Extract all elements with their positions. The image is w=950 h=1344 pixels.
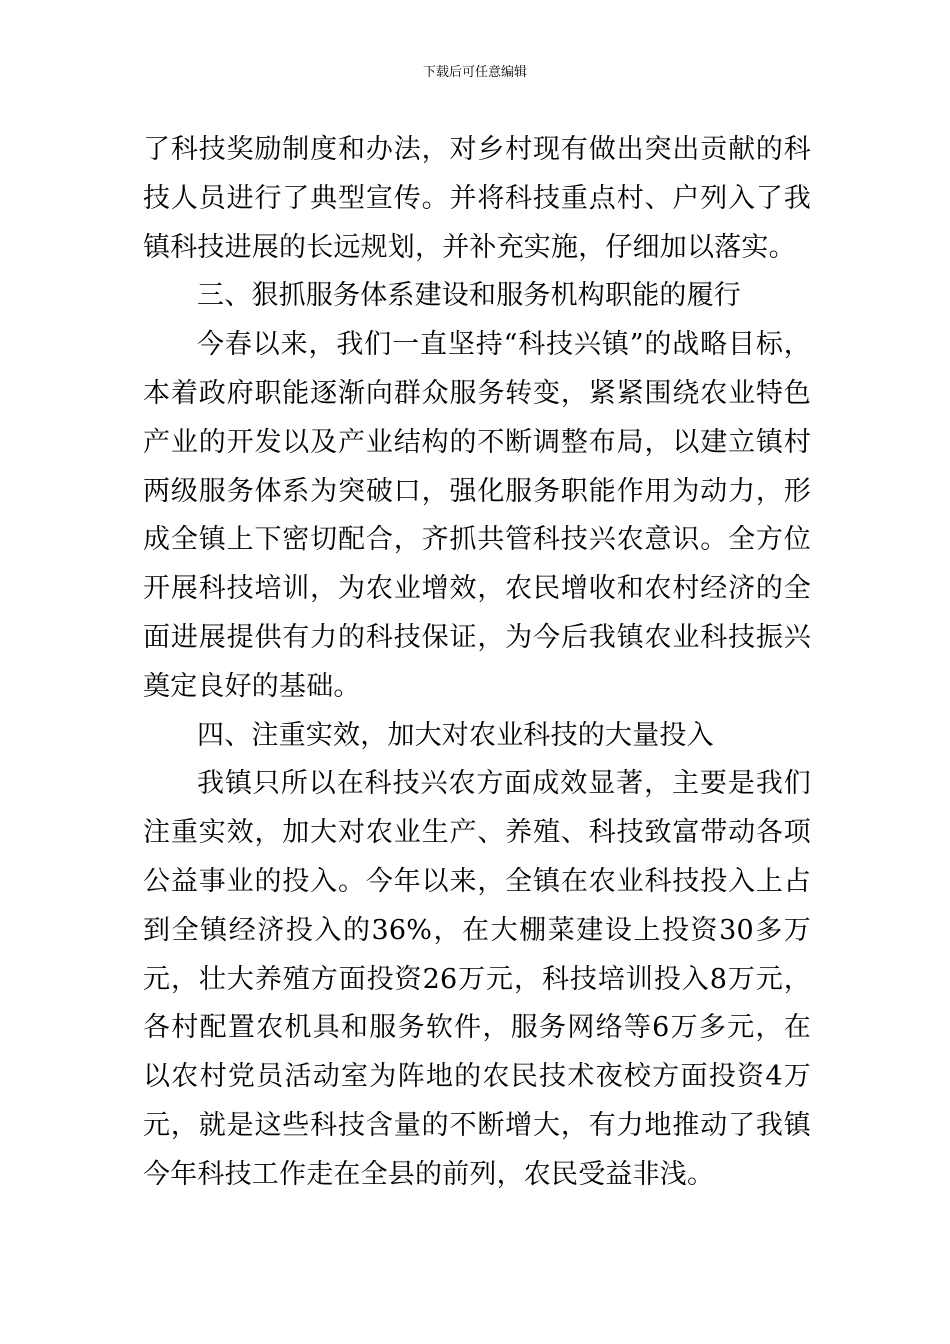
- section-heading-4: 四、注重实效，加大对农业科技的大量投入: [197, 719, 714, 751]
- section-heading-3: 三、狠抓服务体系建设和服务机构职能的履行: [197, 280, 741, 312]
- paragraph-investment: 我镇只所以在科技兴农方面成效显著，主要是我们注重实效，加大对农业生产、养殖、科技致富带动各项公益事业的投入。今年以来，全镇在农业科技投入上占到全镇经济投入的36%，在大棚菜建设上投资30多万元，壮大养殖方面投资26万元，科技培训投入8万元，各村配置农机具和服务软件，服务网络等6万多元，在以农村党员活动室为阵地的农民技术夜校方面投资4万元，就是这些科技含量的不断增大，有力地推动了我镇今年科技工作走在全县的前列，农民受益非浅。: [143, 768, 811, 1190]
- page-header: 下载后可任意编辑: [422, 65, 527, 80]
- paragraph-service-system: 今春以来，我们一直坚持“科技兴镇”的战略目标，本着政府职能逐渐向群众服务转变，紧紧围绕农业特色产业的开发以及产业结构的不断调整布局，以建立镇村两级服务体系为突破口，强化服务职能作用为动力，形成全镇上下密切配合，齐抓共管科技兴农意识。全方位开展科技培训，为农业增效，农民增收和农村经济的全面进展提供有力的科技保证，为今后我镇农业科技振兴奠定良好的基础。: [143, 329, 811, 702]
- document-body: [143, 126, 811, 1200]
- paragraph-continuation: 了科技奖励制度和办法，对乡村现有做出突出贡献的科技人员进行了典型宣传。并将科技重点村、户列入了我镇科技进展的长远规划，并补充实施，仔细加以落实。: [143, 134, 811, 263]
